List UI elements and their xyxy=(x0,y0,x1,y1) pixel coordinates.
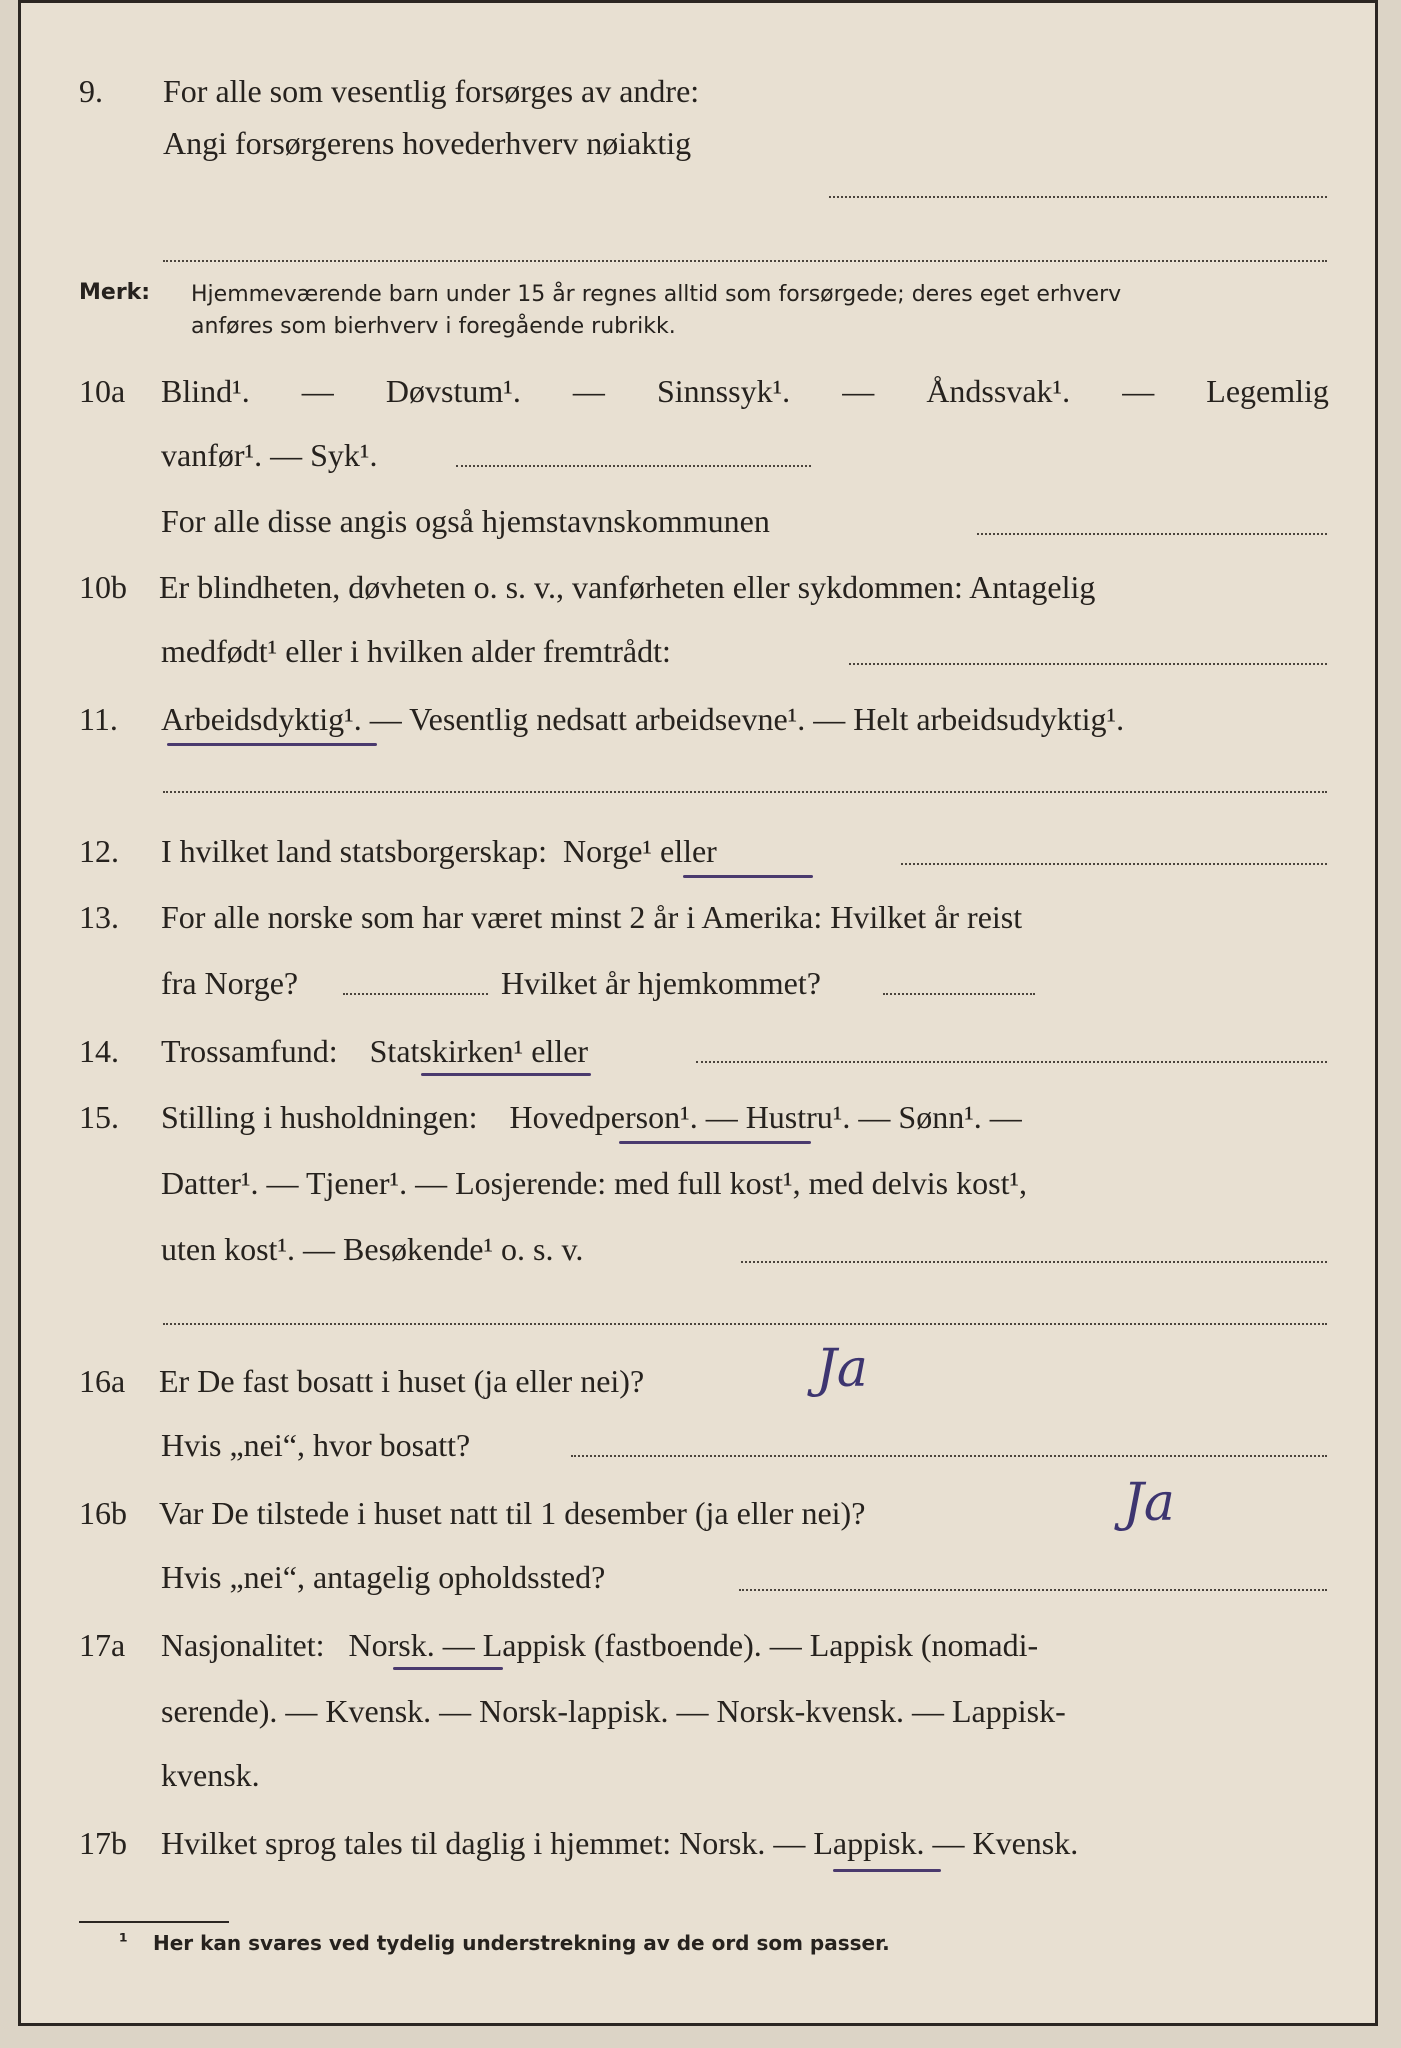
q9-row xyxy=(21,73,1375,117)
q10a-number: 10a xyxy=(79,373,126,409)
q9-text: For alle som vesentlig forsørges av andre: xyxy=(163,73,700,109)
q12-handwritten-underline xyxy=(683,875,813,878)
q11-options-rest: — Vesentlig nedsatt arbeidsevne¹. — Helt arbeidsudyktig¹. xyxy=(361,701,1125,737)
q12-text: I hvilket land statsborgerskap: xyxy=(161,833,547,869)
q17a-line-2: serende). — Kvensk. — Norsk-lappisk. — Norsk-kvensk. — Lappisk- xyxy=(161,1693,1066,1729)
census-form-page xyxy=(18,0,1378,2026)
q10a-option-0[interactable]: Blind¹. xyxy=(161,373,250,409)
q17b-label: Hvilket sprog tales til daglig i hjemmet: xyxy=(161,1825,672,1861)
q14-number: 14. xyxy=(79,1033,119,1069)
q10b-line-2: medfødt¹ eller i hvilken alder fremtrådt: xyxy=(161,633,671,669)
q14-answer-field[interactable] xyxy=(696,1061,1327,1063)
q12-suffix: eller xyxy=(651,833,717,869)
q13-year-returned-field[interactable] xyxy=(883,993,1035,995)
q16b-handwritten-answer[interactable]: Ja xyxy=(1123,1473,1175,1533)
q17a-label: Nasjonalitet: xyxy=(161,1627,325,1663)
q17a-answer-norsk[interactable]: Norsk. xyxy=(348,1627,435,1663)
q17a-handwritten-underline xyxy=(393,1667,503,1670)
q10b-number: 10b xyxy=(79,569,127,605)
q13-return-label: Hvilket år hjemkommet? xyxy=(501,965,821,1001)
q16b-number: 16b xyxy=(79,1495,127,1531)
q11-answer-field[interactable] xyxy=(163,791,1327,793)
merk-label: Merk: xyxy=(79,280,151,305)
q16a-line-2: Hvis „nei“, hvor bosatt? xyxy=(161,1427,471,1463)
q10a-sick-field[interactable] xyxy=(456,465,811,467)
q15-label: Stilling i husholdningen: xyxy=(161,1099,478,1135)
q9-answer-field-2[interactable] xyxy=(163,260,1327,262)
q16b-whereabouts-field[interactable] xyxy=(739,1589,1327,1591)
q15-line-3: uten kost¹. — Besøkende¹ o. s. v. xyxy=(161,1231,584,1267)
q10a-option-8[interactable]: Legemlig xyxy=(1206,373,1329,409)
q14-suffix: eller xyxy=(523,1033,589,1069)
q16b-line-2: Hvis „nei“, antagelig opholdssted? xyxy=(161,1559,606,1595)
q10a-line-2: vanfør¹. — Syk¹. xyxy=(161,437,378,473)
q15-answer-field[interactable] xyxy=(741,1261,1327,1263)
q11-number: 11. xyxy=(79,701,118,737)
q9-answer-field[interactable] xyxy=(829,196,1327,198)
q14-label: Trossamfund: xyxy=(161,1033,338,1069)
q17b-answer-norsk[interactable]: Norsk. xyxy=(679,1825,766,1861)
q17a-line-3: kvensk. xyxy=(161,1757,260,1793)
q13-left-label: fra Norge? xyxy=(161,965,299,1001)
q12-answer-norge[interactable]: Norge¹ xyxy=(563,833,652,869)
q13-number: 13. xyxy=(79,899,119,935)
q13-year-left-field[interactable] xyxy=(343,993,488,995)
q15-answer-hovedperson[interactable]: Hovedperson¹. xyxy=(509,1099,698,1135)
footnote-rule xyxy=(79,1921,229,1923)
q10a-option-7: — xyxy=(1122,373,1155,409)
q10a-option-4[interactable]: Sinnssyk¹. xyxy=(656,373,791,409)
footnote-text: Her kan svares ved tydelig understrekning av de ord som passer. xyxy=(153,1931,890,1955)
q9-number: 9. xyxy=(79,73,103,109)
q10a-line-3: For alle disse angis også hjemstavnskommunen xyxy=(161,503,770,539)
q11-option-arbeidsdyktig[interactable]: Arbeidsdyktig¹. xyxy=(161,701,362,737)
q15-line-2: Datter¹. — Tjener¹. — Losjerende: med full kost¹, med delvis kost¹, xyxy=(161,1165,1028,1201)
q17b-handwritten-underline xyxy=(833,1869,941,1872)
q14-answer-statskirken[interactable]: Statskirken¹ xyxy=(369,1033,524,1069)
merk-line-1: Hjemmeværende barn under 15 år regnes alltid som forsørgede; deres eget erhverv xyxy=(191,282,1122,307)
q15-options-1: — Hustru¹. — Sønn¹. — xyxy=(697,1099,1022,1135)
q10b-answer-field[interactable] xyxy=(849,663,1327,665)
q13-line-1: For alle norske som har været minst 2 år i Amerika: Hvilket år reist xyxy=(161,899,1023,935)
q16b-question: Var De tilstede i huset natt til 1 desember (ja eller nei)? xyxy=(159,1495,866,1531)
q11-handwritten-underline xyxy=(167,743,377,746)
q16a-handwritten-answer[interactable]: Ja xyxy=(816,1339,868,1399)
q10a-option-1: — xyxy=(301,373,334,409)
merk-line-2: anføres som bierhverv i foregående rubrikk. xyxy=(191,314,676,339)
q10a-option-2[interactable]: Døvstum¹. xyxy=(385,373,521,409)
q9-provider-label: Angi forsørgerens hovederhverv nøiaktig xyxy=(163,125,692,161)
q17a-number: 17a xyxy=(79,1627,126,1663)
q15-number: 15. xyxy=(79,1099,119,1135)
q10b-line-1: Er blindheten, døvheten o. s. v., vanførheten eller sykdommen: Antagelig xyxy=(159,569,1096,605)
q15-answer-field-2[interactable] xyxy=(163,1323,1327,1325)
q12-number: 12. xyxy=(79,833,119,869)
q15-handwritten-underline xyxy=(619,1141,811,1144)
q17b-number: 17b xyxy=(79,1825,127,1861)
q17a-options-1: — Lappisk (fastboende). — Lappisk (nomadi- xyxy=(434,1627,1039,1663)
q16a-residence-field[interactable] xyxy=(571,1455,1327,1457)
q10a-line-1 xyxy=(161,373,1329,417)
q10a-option-3: — xyxy=(572,373,605,409)
q16a-question: Er De fast bosatt i huset (ja eller nei)? xyxy=(159,1363,645,1399)
q12-answer-field[interactable] xyxy=(901,863,1327,865)
q10a-option-5: — xyxy=(842,373,875,409)
q14-handwritten-underline xyxy=(421,1073,591,1076)
q17b-options: — Lappisk. — Kvensk. xyxy=(765,1825,1079,1861)
footnote-mark: ¹ xyxy=(119,1929,128,1953)
q10a-option-6[interactable]: Åndssvak¹. xyxy=(926,373,1071,409)
q16a-number: 16a xyxy=(79,1363,126,1399)
q10a-municipality-field[interactable] xyxy=(977,533,1327,535)
